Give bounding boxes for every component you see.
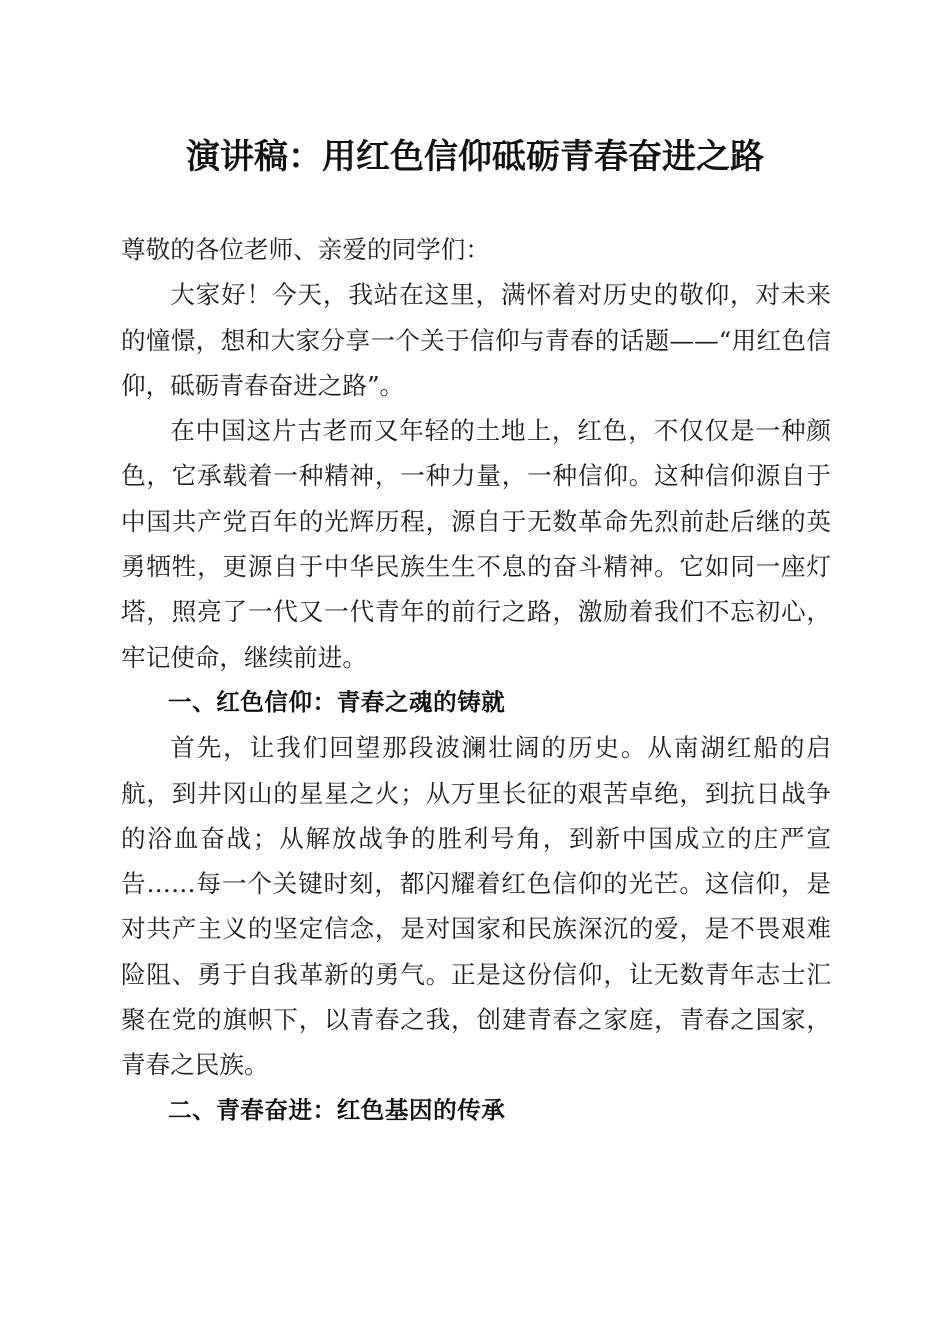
document-body [121, 227, 831, 1133]
section-heading-1: 一、红色信仰：青春之魂的铸就 [168, 687, 506, 716]
document-title: 演讲稿：用红色信仰砥砺青春奋进之路 [186, 137, 764, 177]
paragraph-history: 首先，让我们回望那段波澜壮阔的历史。从南湖红船的启航，到井冈山的星星之火；从万里长征的艰苦卓绝，到抗日战争的浴血奋战；从解放战争的胜利号角，到新中国成立的庄严宣告……每一个关键时刻，都闪耀着红色信仰的光芒。这信仰，是对共产主义的坚定信念，是对国家和民族深沉的爱，是不畏艰难险阻、勇于自我革新的勇气。正是这份信仰，让无数青年志士汇聚在党的旗帜下，以青春之我，创建青春之家庭，青春之国家，青春之民族。 [121, 733, 831, 1080]
section-heading-2: 二、青春奋进：红色基因的传承 [168, 1095, 506, 1124]
paragraph-greeting: 大家好！今天，我站在这里，满怀着对历史的敬仰，对未来的憧憬，想和大家分享一个关于信仰与青春的话题——“用红色信仰，砥砺青春奋进之路”。 [121, 280, 831, 400]
salutation: 尊敬的各位老师、亲爱的同学们： [121, 235, 490, 264]
paragraph-red-meaning: 在中国这片古老而又年轻的土地上，红色，不仅仅是一种颜色，它承载着一种精神，一种力量，一种信仰。这种信仰源自于中国共产党百年的光辉历程，源自于无数革命先烈前赴后继的英勇牺牲，更源自于中华民族生生不息的奋斗精神。它如同一座灯塔，照亮了一代又一代青年的前行之路，激励着我们不忘初心，牢记使命，继续前进。 [121, 416, 831, 672]
